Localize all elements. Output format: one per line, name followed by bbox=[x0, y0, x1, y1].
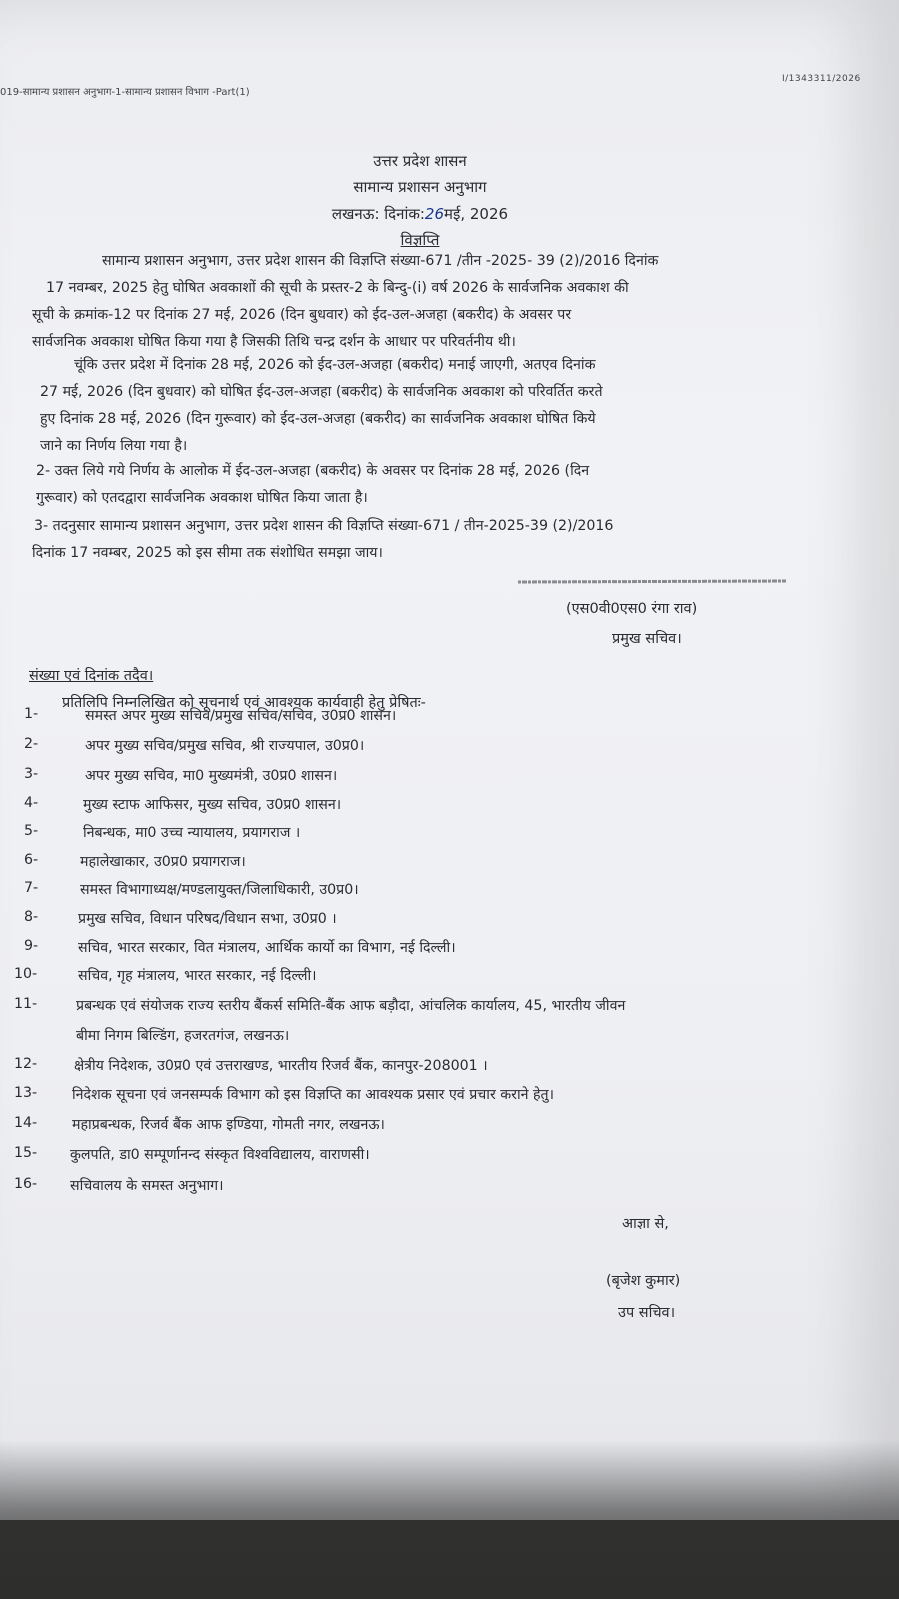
list-item-text: सचिव, भारत सरकार, वित मंत्रालय, आर्थिक कार्यो का विभाग, नई दिल्ली। bbox=[78, 940, 456, 956]
department-title: सामान्य प्रशासन अनुभाग bbox=[353, 178, 487, 196]
list-item-text: निबन्धक, मा0 उच्च न्यायालय, प्रयागराज । bbox=[83, 825, 301, 841]
list-item-text: क्षेत्रीय निदेशक, उ0प्र0 एवं उत्तराखण्ड, भारतीय रिजर्व बैंक, कानपुर-208001 । bbox=[74, 1058, 488, 1074]
list-item-text: अपर मुख्य सचिव, मा0 मुख्यमंत्री, उ0प्र0 शासन। bbox=[85, 768, 338, 784]
list-item-text: समस्त विभागाध्यक्ष/मण्डलायुक्त/जिलाधिकारी, उ0प्र0। bbox=[80, 882, 359, 898]
list-item-text-continued: बीमा निगम बिल्डिंग, हजरतगंज, लखनऊ। bbox=[76, 1028, 290, 1044]
struck-through-mark bbox=[518, 578, 788, 589]
list-item-text: प्रबन्धक एवं संयोजक राज्य स्तरीय बैंकर्स समिति-बैंक आफ बड़ौदा, आंचलिक कार्यालय, 45, भारतीय जीवन bbox=[76, 998, 626, 1014]
list-item-number: 1- bbox=[24, 706, 39, 722]
paragraph-line: हुए दिनांक 28 मई, 2026 (दिन गुरूवार) को ईद-उल-अजहा (बकरीद) का सार्वजनिक अवकाश घोषित किये bbox=[40, 411, 596, 427]
paragraph-line: सामान्य प्रशासन अनुभाग, उत्तर प्रदेश शासन की विज्ञप्ति संख्या-671 /तीन -2025- 39 (2)/2016 दिनांक bbox=[102, 253, 659, 269]
copy-to-intro: प्रतिलिपि निम्नलिखित को सूचनार्थ एवं आवश्यक कार्यवाही हेतु प्रेषितः- bbox=[62, 695, 426, 711]
list-item-text: प्रमुख सचिव, विधान परिषद/विधान सभा, उ0प्र0 । bbox=[78, 911, 337, 927]
paragraph-line: 3- तदनुसार सामान्य प्रशासन अनुभाग, उत्तर प्रदेश शासन की विज्ञप्ति संख्या-671 / तीन-2025-39 (2)/2016 bbox=[34, 518, 614, 534]
reference-line: संख्या एवं दिनांक तदैव। bbox=[29, 668, 154, 684]
table-shadow bbox=[0, 1440, 899, 1599]
paragraph-line: 17 नवम्बर, 2025 हेतु घोषित अवकाशों की सूची के प्रस्तर-2 के बिन्दु-(i) वर्ष 2026 के सार्वजनिक अवकाश की bbox=[46, 280, 629, 296]
signatory-1-title: प्रमुख सचिव। bbox=[612, 631, 682, 647]
list-item-number: 6- bbox=[24, 852, 39, 868]
list-item-number: 4- bbox=[24, 795, 39, 811]
list-item-text: सचिवालय के समस्त अनुभाग। bbox=[70, 1178, 224, 1194]
list-item-number: 14- bbox=[14, 1115, 38, 1131]
paragraph-line: सार्वजनिक अवकाश घोषित किया गया है जिसकी तिथि चन्द्र दर्शन के आधार पर परिवर्तनीय थी। bbox=[32, 334, 516, 350]
paragraph-line: 2- उक्त लिये गये निर्णय के आलोक में ईद-उल-अजहा (बकरीद) के अवसर पर दिनांक 28 मई, 2026 (दिन bbox=[36, 463, 590, 479]
list-item-text: मुख्य स्टाफ आफिसर, मुख्य सचिव, उ0प्र0 शासन। bbox=[83, 797, 342, 813]
list-item-number: 13- bbox=[14, 1085, 38, 1101]
handwritten-date: 26 bbox=[424, 205, 445, 223]
notice-heading: विज्ञप्ति bbox=[400, 231, 440, 249]
list-item-text: सचिव, गृह मंत्रालय, भारत सरकार, नई दिल्ली। bbox=[78, 968, 317, 984]
list-item-number: 12- bbox=[14, 1056, 38, 1072]
signatory-2-name: (बृजेश कुमार) bbox=[606, 1273, 681, 1289]
list-item-text: कुलपति, डा0 सम्पूर्णानन्द संस्कृत विश्वविद्यालय, वाराणसी। bbox=[70, 1147, 370, 1163]
paragraph-line: गुरूवार) को एतदद्वारा सार्वजनिक अवकाश घोषित किया जाता है। bbox=[36, 490, 368, 506]
list-item-number: 3- bbox=[24, 766, 39, 782]
date-line bbox=[0, 204, 840, 224]
paragraph-line: चूंकि उत्तर प्रदेश में दिनांक 28 मई, 2026 को ईद-उल-अजहा (बकरीद) मनाई जाएगी, अतएव दिनांक bbox=[74, 357, 596, 373]
list-item-text: महालेखाकार, उ0प्र0 प्रयागराज। bbox=[80, 854, 246, 870]
date-prefix: लखनऊ: दिनांक: bbox=[331, 205, 425, 223]
signatory-2-title: उप सचिव। bbox=[618, 1305, 676, 1321]
paragraph-line: 27 मई, 2026 (दिन बुधवार) को घोषित ईद-उल-अजहा (बकरीद) के सार्वजनिक अवकाश को परिवर्तित करते bbox=[40, 384, 603, 400]
list-item-number: 16- bbox=[14, 1176, 38, 1192]
list-item-text: निदेशक सूचना एवं जनसम्पर्क विभाग को इस विज्ञप्ति का आवश्यक प्रसार एवं प्रचार कराने हेतु। bbox=[72, 1087, 555, 1103]
paragraph-line: जाने का निर्णय लिया गया है। bbox=[40, 438, 188, 454]
list-item-number: 5- bbox=[24, 823, 39, 839]
header-document-id: I/1343311/2026 bbox=[782, 74, 861, 84]
paragraph-1 bbox=[32, 248, 791, 356]
date-suffix: मई, 2026 bbox=[444, 205, 509, 223]
paragraph-line: दिनांक 17 नवम्बर, 2025 को इस सीमा तक संशोधित समझा जाय। bbox=[32, 545, 383, 561]
list-item-number: 9- bbox=[24, 938, 39, 954]
government-title: उत्तर प्रदेश शासन bbox=[373, 152, 467, 170]
order-line: आज्ञा से, bbox=[622, 1216, 669, 1232]
paragraph-2-decision bbox=[36, 458, 791, 512]
list-item-number: 15- bbox=[14, 1145, 38, 1161]
paragraph-2 bbox=[40, 352, 791, 460]
list-item-number: 2- bbox=[24, 736, 39, 752]
list-item-number: 10- bbox=[14, 966, 38, 982]
list-item-text: अपर मुख्य सचिव/प्रमुख सचिव, श्री राज्यपाल, उ0प्र0। bbox=[85, 738, 365, 754]
strike-scribble-icon bbox=[518, 578, 788, 586]
list-item-text: महाप्रबन्धक, रिजर्व बैंक आफ इण्डिया, गोमती नगर, लखनऊ। bbox=[72, 1117, 385, 1133]
list-item-number: 8- bbox=[24, 909, 39, 925]
list-item-number: 11- bbox=[14, 996, 38, 1012]
paragraph-3-amendment bbox=[32, 513, 791, 567]
list-item-text: समस्त अपर मुख्य सचिव/प्रमुख सचिव/सचिव, उ0प्र0 शासन। bbox=[85, 708, 397, 724]
header-file-reference: 019-सामान्य प्रशासन अनुभाग-1-सामान्य प्रशासन विभाग -Part(1) bbox=[0, 87, 250, 98]
signatory-1-name: (एस0वी0एस0 रंगा राव) bbox=[566, 601, 698, 617]
list-item-number: 7- bbox=[24, 880, 39, 896]
paragraph-line: सूची के क्रमांक-12 पर दिनांक 27 मई, 2026 (दिन बुधवार) को ईद-उल-अजहा (बकरीद) के अवसर पर bbox=[32, 307, 572, 323]
